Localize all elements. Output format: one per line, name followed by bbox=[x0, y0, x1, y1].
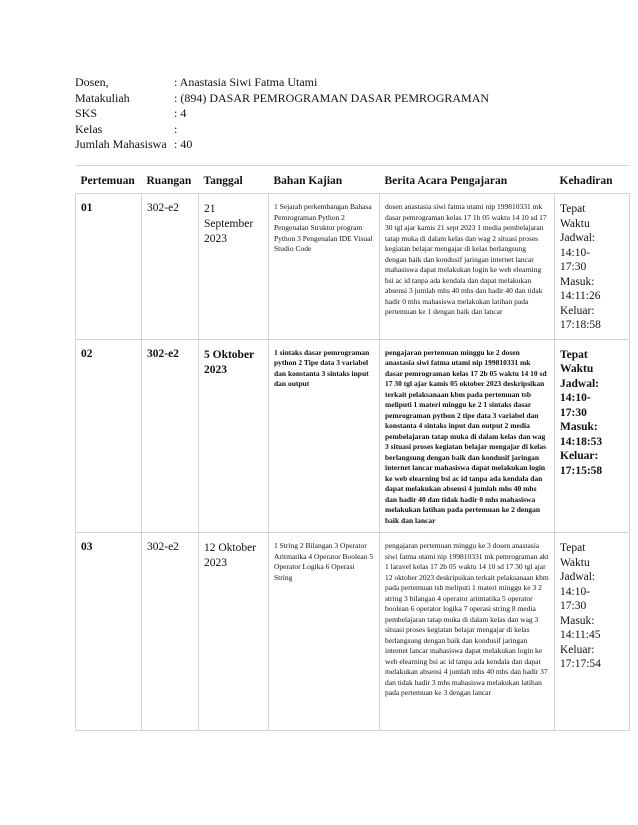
matkul-label: Matakuliah bbox=[75, 90, 130, 105]
col-header-tanggal: Tanggal bbox=[199, 166, 269, 194]
kehadiran-line: Tepat bbox=[560, 348, 588, 361]
kehadiran-line: 14:11:26 bbox=[560, 290, 601, 302]
sks-label: SKS bbox=[75, 106, 98, 120]
jumlah-label: Jumlah Mahasiswa bbox=[75, 137, 167, 151]
col-header-berita-acara: Berita Acara Pengajaran bbox=[380, 166, 555, 194]
cell-pertemuan: 02 bbox=[76, 339, 142, 533]
kelas-row bbox=[75, 122, 565, 138]
cell-kehadiran bbox=[555, 339, 630, 533]
dosen-value: : Anastasia Siwi Fatma Utami bbox=[174, 75, 318, 89]
kehadiran-line: 17:30 bbox=[560, 406, 587, 419]
kehadiran-line: 17:30 bbox=[560, 600, 587, 612]
cell-tanggal: 5 Oktober 2023 bbox=[199, 339, 269, 533]
cell-berita-acara: dosen anastasia siwi fatma utami nip 199810331 mk dasar pemrograman kelas 17 1b 05 waktu 14 10 sd 17 30 tgl ajar kamis 21 sept 2023 1 media pembelajaran tatap muka di dalam kelas dan wag 2 situasi proses kegiatan belajar mengajar di kelas berlangsung dengan baik dan kondusif jaringan internet lancar mahasiswa dapat melakukan login ke web elearning bsi ac id tanpa ada kendala dan dapat melakukan absensi 3 jumlah mhs 40 mhs dan hadir 40 dan tidak hadir 0 mhs mahasiswa melakukan latihan pada pertemuan ke 1 dengan baik dan lancar bbox=[380, 194, 555, 340]
cell-pertemuan: 03 bbox=[76, 533, 142, 731]
jumlah-row bbox=[75, 137, 565, 153]
cell-tanggal: 21 September 2023 bbox=[199, 194, 269, 340]
kehadiran-line: Keluar: bbox=[560, 450, 599, 462]
col-header-pertemuan: Pertemuan bbox=[76, 166, 142, 194]
kehadiran-line: 14:10- bbox=[560, 392, 591, 404]
kehadiran-line: Waktu bbox=[560, 556, 590, 569]
kehadiran-line: 14:11:45 bbox=[560, 629, 601, 641]
kehadiran-line: Tepat bbox=[560, 542, 586, 554]
kelas-value: : bbox=[174, 121, 178, 136]
kehadiran-line: 17:30 bbox=[560, 261, 587, 273]
kehadiran-line: Waktu bbox=[560, 217, 590, 230]
kehadiran-line: Jadwal: bbox=[560, 377, 599, 390]
cell-bahan-kajian: 1 Sejarah perkembangan Bahasa Pemrograman Python 2 Pengenalan Struktur program Python 3 Pengenalan IDE Visual Studio Code bbox=[269, 194, 380, 340]
cell-ruangan: 302-e2 bbox=[142, 339, 199, 533]
col-header-bahan-kajian: Bahan Kajian bbox=[269, 166, 380, 194]
dosen-row bbox=[75, 75, 565, 91]
kelas-label: Kelas bbox=[75, 121, 103, 136]
cell-bahan-kajian: 1 sintaks dasar pemrograman python 2 Tipe data 3 variabel dan konstanta 3 sintaks input dan output bbox=[269, 339, 380, 533]
kehadiran-line: 17:17:54 bbox=[560, 658, 601, 670]
kehadiran-line: Keluar: bbox=[560, 643, 595, 656]
cell-kehadiran bbox=[555, 533, 630, 731]
cell-tanggal: 12 Oktober 2023 bbox=[199, 533, 269, 731]
matkul-row bbox=[75, 91, 565, 107]
cell-kehadiran bbox=[555, 194, 630, 340]
dosen-label: Dosen, bbox=[75, 75, 109, 89]
cell-pertemuan: 01 bbox=[76, 194, 142, 340]
cell-ruangan: 302-e2 bbox=[142, 194, 199, 340]
cell-bahan-kajian: 1 String 2 Bilangan 3 Operator Aritmatika 4 Operator Boolean 5 Operator Logika 6 Operasi String bbox=[269, 533, 380, 731]
table-header-row bbox=[76, 166, 630, 194]
kehadiran-line: Masuk: bbox=[560, 421, 598, 433]
kehadiran-line: 14:10- bbox=[560, 585, 591, 598]
jumlah-value: : 40 bbox=[174, 137, 193, 151]
kehadiran-line: Masuk: bbox=[560, 275, 595, 288]
cell-berita-acara: pengajaran pertemuan minggu ke 2 dosen anastasia siwi fatma utami nip 199810331 mk dasar pemrograman kelas 17 2b 05 waktu 14 10 sd 17 30 tgl ajar kamis 05 oktober 2023 deskripsikan terkait pelaksanaan kbm pada pertemuan tsb meliputi 1 materi minggu ke 2 1 sintaks dasar pemrograman python 2 tipe data 3 variabel dan konstanta 4 sintaks input dan output 2 media pembelajaran tatap muka di dalam kelas dan wag 3 situasi proses kegiatan belajar mengajar di kelas berlangsung dengan baik dan kondusif jaringan internet lancar mahasiswa dapat melakukan login ke web elearning bsi ac id tanpa ada kendala dan dapat melakukan absensi 4 jumlah mhs 40 mhs dan hadir 40 dan tidak hadir 0 mhs mahasiswa melakukan latihan pada pertemuan ke 2 dengan baik dan lancar bbox=[380, 339, 555, 533]
table-row bbox=[76, 533, 630, 731]
table-row bbox=[76, 194, 630, 340]
cell-berita-acara: pengajaran pertemuan minggu ke 3 dosen anastasia siwi fatma utami nip 199810331 mk pemrograman akt 1 laravel kelas 17 2b 05 waktu 14 10 sd 17 30 tgl ajar 12 oktober 2023 deskripsikan terkait pelaksanaan kbm pada pertemuan tsb meliputi 1 materi minggu ke 3 2 string 3 bilangan 4 operator aritmatika 5 operator boolean 6 operator logika 7 operasi string 8 media pembelajaran tatap muka di dalam kelas dan wag 3 situasi proses kegiatan belajar mengajar di kelas berlangsung dengan baik dan kondusif jaringan internet lancar mahasiswa dapat melakukan login ke web elearning bsi ac id tanpa ada kendala dan dapat melakukan absensi 4 jumlah mhs 40 mhs dan hadir 37 dan tidak hadir 3 mhs mahasiswa melakukan latihan pada pertemuan ke 3 dengan lancar bbox=[380, 533, 555, 731]
sks-value: : 4 bbox=[174, 106, 187, 120]
kehadiran-line: 14:18:53 bbox=[560, 435, 603, 448]
col-header-kehadiran: Kehadiran bbox=[555, 166, 630, 194]
table-row bbox=[76, 339, 630, 533]
kehadiran-line: 14:10- bbox=[560, 246, 591, 259]
kehadiran-line: Keluar: bbox=[560, 304, 595, 317]
kehadiran-line: 17:18:58 bbox=[560, 319, 601, 331]
kehadiran-line: Tepat bbox=[560, 203, 586, 215]
kehadiran-line: Jadwal: bbox=[560, 232, 596, 244]
cell-ruangan: 302-e2 bbox=[142, 533, 199, 731]
kehadiran-line: Masuk: bbox=[560, 614, 595, 627]
kehadiran-line: 17:15:58 bbox=[560, 464, 603, 477]
kehadiran-line: Jadwal: bbox=[560, 571, 596, 583]
berita-acara-table bbox=[75, 165, 630, 731]
matkul-value: : (894) DASAR PEMROGRAMAN DASAR PEMROGRAMAN bbox=[174, 90, 490, 105]
kehadiran-line: Waktu bbox=[560, 363, 594, 375]
col-header-ruangan: Ruangan bbox=[142, 166, 199, 194]
sks-row bbox=[75, 106, 565, 122]
course-header bbox=[75, 75, 565, 153]
